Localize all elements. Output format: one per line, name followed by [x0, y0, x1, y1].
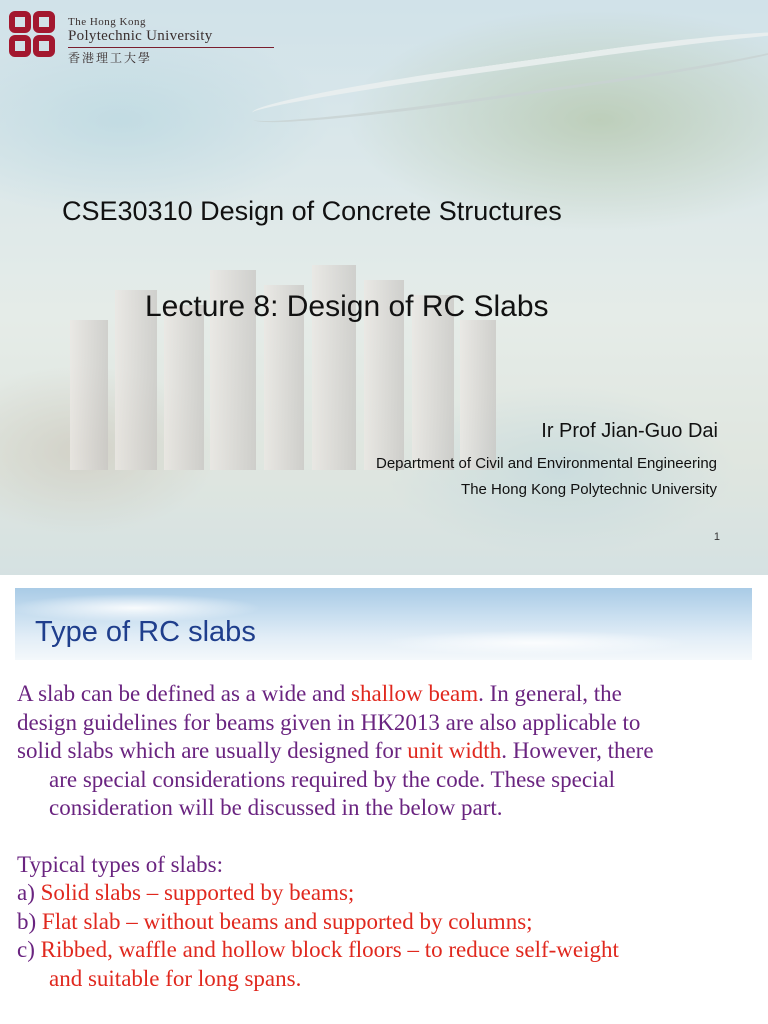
list-item-text: Solid slabs – supported by beams;: [40, 880, 355, 905]
logo-text-line1: The Hong Kong: [68, 16, 146, 28]
text-run: A slab can be defined as a wide and: [17, 681, 352, 706]
buildings-illustration: [60, 250, 500, 470]
author-name: Ir Prof Jian-Guo Dai: [541, 420, 718, 442]
slide-title: Type of RC slabs: [35, 616, 256, 648]
list-marker: a): [17, 880, 41, 905]
paragraph-line: consideration will be discussed in the below part.: [49, 795, 503, 820]
paragraph-line: [17, 737, 762, 766]
list-marker: c): [17, 937, 41, 962]
list-item: [17, 936, 762, 965]
content-slide: [0, 578, 768, 1024]
slab-types-list: [17, 851, 762, 994]
logo-text-chinese: 香港理工大學: [68, 51, 153, 65]
definition-paragraph: [17, 680, 762, 823]
paragraph-gap: [17, 823, 762, 851]
logo-divider: [68, 47, 274, 48]
polyu-emblem-icon: [4, 6, 60, 62]
list-item: [17, 908, 762, 937]
department-name: Department of Civil and Environmental Engineering: [375, 455, 717, 472]
slide-body: [17, 680, 762, 993]
list-marker: b): [17, 908, 42, 934]
logo-text-line2: Polytechnic University: [68, 28, 213, 44]
paragraph-line: are special considerations required by the code. These special: [49, 766, 616, 792]
paragraph-line: design guidelines for beams given in HK2013 are also applicable to: [17, 709, 641, 735]
list-item: [17, 879, 762, 908]
paragraph-line: [17, 680, 762, 709]
list-heading: Typical types of slabs:: [17, 851, 223, 877]
university-name: The Hong Kong Polytechnic University: [461, 481, 717, 498]
list-item-text: Flat slab – without beams and supported by columns;: [41, 908, 533, 934]
university-logo: [4, 6, 284, 65]
text-run: . In general, the: [478, 681, 622, 706]
lecture-title: Lecture 8: Design of RC Slabs: [145, 290, 549, 323]
page-number: 1: [713, 531, 720, 543]
list-item-continuation: and suitable for long spans.: [49, 965, 302, 991]
highlight-unit-width: unit width: [407, 738, 502, 763]
text-run: solid slabs which are usually designed for: [17, 738, 408, 763]
course-title: CSE30310 Design of Concrete Structures: [62, 196, 562, 226]
highlight-shallow-beam: shallow beam: [351, 681, 479, 706]
title-banner: [15, 588, 752, 660]
list-item-text: Ribbed, waffle and hollow block floors – to reduce self-weight: [40, 937, 619, 962]
text-run: . However, there: [501, 738, 654, 763]
